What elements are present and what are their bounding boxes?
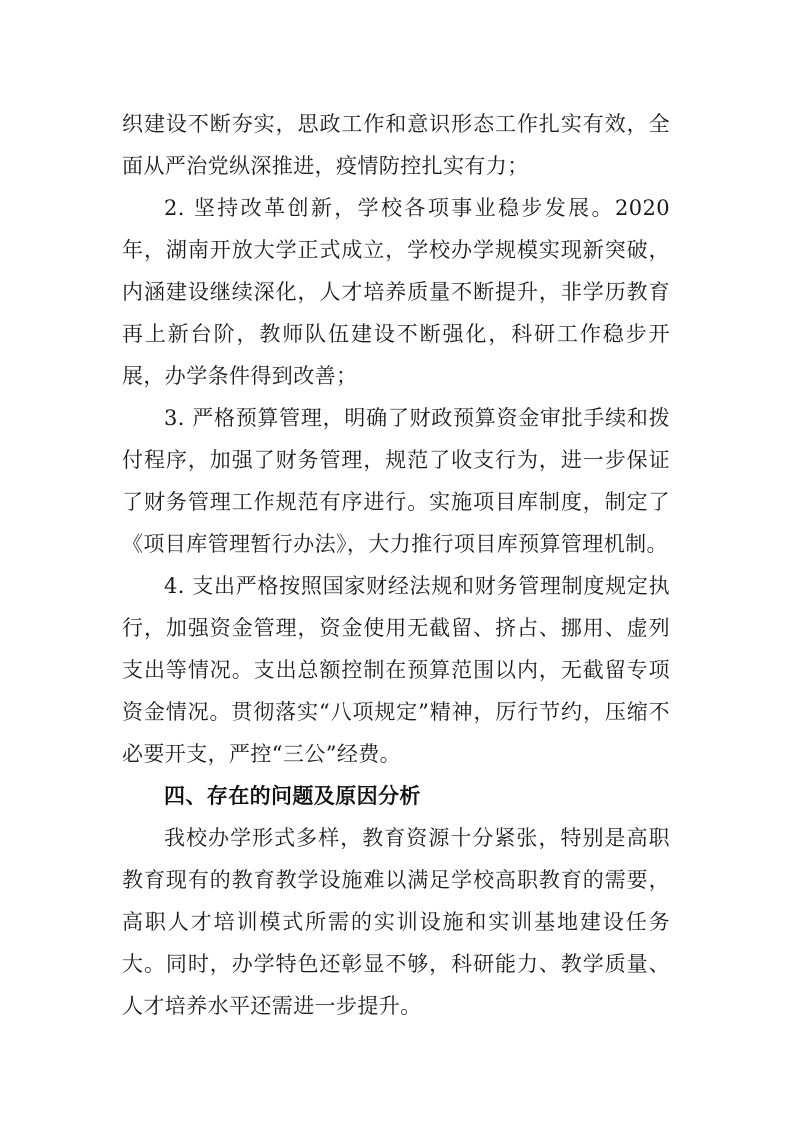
paragraph-item-2: 2. 坚持改革创新，学校各项事业稳步发展。2020 年，湖南开放大学正式成立，学校办学规模实现新突破，内涵建设继续深化，人才培养质量不断提升，非学历教育再上新台阶，教师队伍建设不断强化，科研工作稳步开展，办学条件得到改善； (122, 196, 670, 388)
document-body (122, 103, 670, 1027)
paragraph-item-4: 4. 支出严格按照国家财经法规和财务管理制度规定执行，加强资金管理，资金使用无截留、挤占、挪用、虚列支出等情况。支出总额控制在预算范围以内，无截留专项资金情况。贯彻落实“八项规定”精神，厉行节约，压缩不必要开支，严控“三公”经费。 (122, 574, 670, 766)
paragraph-item-3: 3. 严格预算管理，明确了财政预算资金审批手续和拨付程序，加强了财务管理，规范了收支行为，进一步保证了财务管理工作规范有序进行。实施项目库制度，制定了《项目库管理暂行办法》，大力推行项目库预算管理机制。 (122, 406, 670, 556)
paragraph-continued: 织建设不断夯实，思政工作和意识形态工作扎实有效，全面从严治党纵深推进，疫情防控扎实有力； (122, 112, 670, 178)
section-paragraph: 我校办学形式多样，教育资源十分紧张，特别是高职教育现有的教育教学设施难以满足学校高职教育的需要，高职人才培训模式所需的实训设施和实训基地建设任务大。同时，办学特色还彰显不够，科研能力、教学质量、人才培养水平还需进一步提升。 (122, 826, 670, 1018)
section-heading: 四、存在的问题及原因分析 (164, 784, 421, 808)
